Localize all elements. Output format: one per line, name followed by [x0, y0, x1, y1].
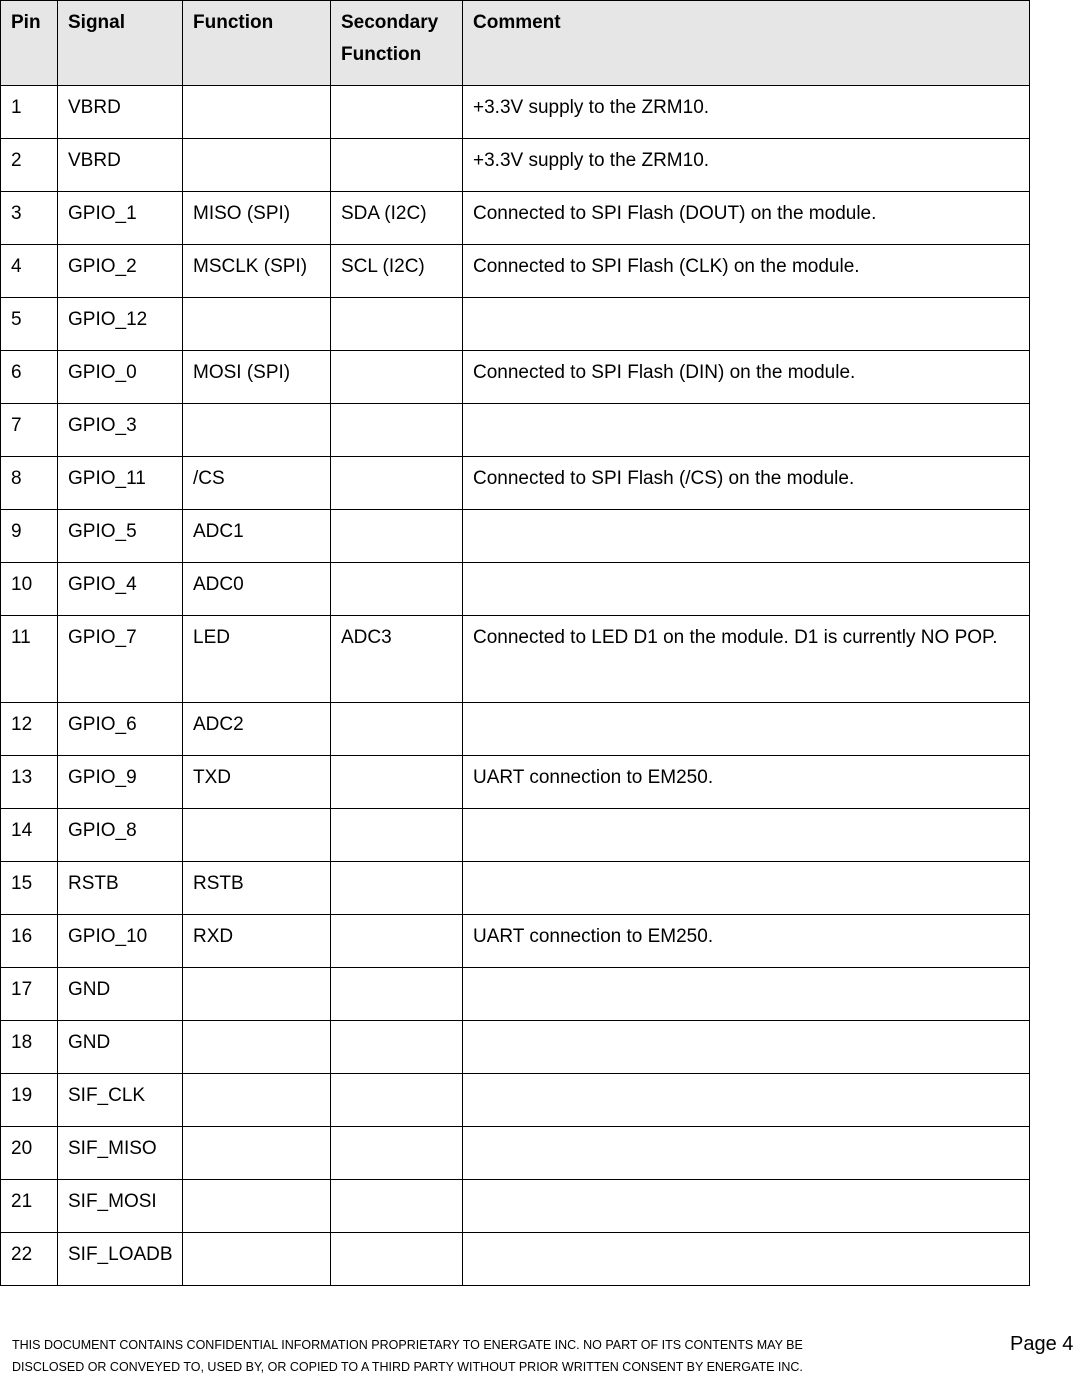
cell-secondary-function — [331, 915, 463, 968]
cell-comment: Connected to SPI Flash (CLK) on the module. — [463, 245, 1030, 298]
table-row — [1, 351, 1030, 404]
cell-function: ADC2 — [183, 703, 331, 756]
table-row — [1, 298, 1030, 351]
cell-signal: GPIO_4 — [58, 563, 183, 616]
header-signal: Signal — [58, 1, 183, 86]
cell-comment: UART connection to EM250. — [463, 915, 1030, 968]
cell-pin: 5 — [1, 298, 58, 351]
cell-comment: +3.3V supply to the ZRM10. — [463, 86, 1030, 139]
cell-secondary-function — [331, 968, 463, 1021]
table-row — [1, 245, 1030, 298]
cell-signal: SIF_CLK — [58, 1074, 183, 1127]
cell-function: ADC1 — [183, 510, 331, 563]
cell-secondary-function: ADC3 — [331, 616, 463, 703]
cell-secondary-function: SCL (I2C) — [331, 245, 463, 298]
cell-function — [183, 86, 331, 139]
confidentiality-footer — [12, 1334, 972, 1378]
cell-secondary-function — [331, 563, 463, 616]
header-pin: Pin — [1, 1, 58, 86]
cell-comment: Connected to SPI Flash (/CS) on the module. — [463, 457, 1030, 510]
cell-signal: VBRD — [58, 86, 183, 139]
table-row — [1, 1074, 1030, 1127]
cell-function: LED — [183, 616, 331, 703]
cell-function: MSCLK (SPI) — [183, 245, 331, 298]
cell-function: MISO (SPI) — [183, 192, 331, 245]
header-comment: Comment — [463, 1, 1030, 86]
table-row — [1, 139, 1030, 192]
cell-function — [183, 298, 331, 351]
table-row — [1, 457, 1030, 510]
table-row — [1, 968, 1030, 1021]
footer-line-2: DISCLOSED OR CONVEYED TO, USED BY, OR COPIED TO A THIRD PARTY WITHOUT PRIOR WRITTEN CONSENT BY ENERGATE INC. — [12, 1360, 803, 1374]
cell-pin: 14 — [1, 809, 58, 862]
cell-comment: UART connection to EM250. — [463, 756, 1030, 809]
cell-signal: GND — [58, 968, 183, 1021]
cell-comment — [463, 968, 1030, 1021]
header-secondary-function: Secondary Function — [331, 1, 463, 86]
cell-function — [183, 1180, 331, 1233]
cell-comment — [463, 1074, 1030, 1127]
cell-comment — [463, 404, 1030, 457]
table-row — [1, 1180, 1030, 1233]
cell-secondary-function — [331, 1127, 463, 1180]
cell-pin: 19 — [1, 1074, 58, 1127]
table-row — [1, 756, 1030, 809]
table-row — [1, 1021, 1030, 1074]
table-row — [1, 862, 1030, 915]
cell-secondary-function — [331, 1233, 463, 1286]
cell-secondary-function — [331, 351, 463, 404]
cell-secondary-function — [331, 457, 463, 510]
table-row — [1, 1233, 1030, 1286]
cell-signal: GPIO_0 — [58, 351, 183, 404]
cell-signal: GPIO_9 — [58, 756, 183, 809]
header-function: Function — [183, 1, 331, 86]
cell-pin: 22 — [1, 1233, 58, 1286]
cell-pin: 6 — [1, 351, 58, 404]
cell-comment — [463, 862, 1030, 915]
cell-function — [183, 1127, 331, 1180]
cell-pin: 11 — [1, 616, 58, 703]
cell-signal: SIF_MOSI — [58, 1180, 183, 1233]
cell-comment — [463, 563, 1030, 616]
cell-function: RXD — [183, 915, 331, 968]
cell-comment — [463, 1233, 1030, 1286]
cell-pin: 20 — [1, 1127, 58, 1180]
cell-signal: GPIO_11 — [58, 457, 183, 510]
cell-secondary-function — [331, 298, 463, 351]
cell-signal: GPIO_6 — [58, 703, 183, 756]
table-row — [1, 616, 1030, 703]
cell-signal: VBRD — [58, 139, 183, 192]
cell-function: RSTB — [183, 862, 331, 915]
cell-secondary-function — [331, 1180, 463, 1233]
cell-secondary-function — [331, 404, 463, 457]
cell-comment — [463, 298, 1030, 351]
table-row — [1, 809, 1030, 862]
cell-pin: 9 — [1, 510, 58, 563]
table-body — [1, 86, 1030, 1286]
cell-function — [183, 968, 331, 1021]
cell-function: MOSI (SPI) — [183, 351, 331, 404]
table-row — [1, 510, 1030, 563]
table-row — [1, 915, 1030, 968]
cell-signal: GPIO_12 — [58, 298, 183, 351]
cell-pin: 15 — [1, 862, 58, 915]
cell-pin: 21 — [1, 1180, 58, 1233]
cell-comment — [463, 703, 1030, 756]
cell-comment: Connected to SPI Flash (DOUT) on the module. — [463, 192, 1030, 245]
cell-signal: GPIO_7 — [58, 616, 183, 703]
table-row — [1, 1127, 1030, 1180]
table-row — [1, 563, 1030, 616]
cell-secondary-function — [331, 86, 463, 139]
cell-function — [183, 404, 331, 457]
cell-secondary-function — [331, 756, 463, 809]
cell-signal: GND — [58, 1021, 183, 1074]
cell-comment — [463, 1180, 1030, 1233]
cell-comment — [463, 809, 1030, 862]
cell-comment: Connected to SPI Flash (DIN) on the module. — [463, 351, 1030, 404]
cell-secondary-function — [331, 510, 463, 563]
cell-pin: 3 — [1, 192, 58, 245]
cell-pin: 4 — [1, 245, 58, 298]
cell-function — [183, 1021, 331, 1074]
page-number: Page 4 — [1010, 1333, 1074, 1355]
table-row — [1, 192, 1030, 245]
cell-signal: GPIO_3 — [58, 404, 183, 457]
cell-signal: SIF_MISO — [58, 1127, 183, 1180]
cell-pin: 12 — [1, 703, 58, 756]
cell-comment — [463, 1127, 1030, 1180]
cell-signal: SIF_LOADB — [58, 1233, 183, 1286]
table-row — [1, 86, 1030, 139]
cell-pin: 1 — [1, 86, 58, 139]
cell-signal: RSTB — [58, 862, 183, 915]
cell-pin: 8 — [1, 457, 58, 510]
cell-function — [183, 1233, 331, 1286]
cell-comment: +3.3V supply to the ZRM10. — [463, 139, 1030, 192]
cell-pin: 16 — [1, 915, 58, 968]
cell-signal: GPIO_10 — [58, 915, 183, 968]
cell-pin: 10 — [1, 563, 58, 616]
cell-signal: GPIO_2 — [58, 245, 183, 298]
cell-signal: GPIO_8 — [58, 809, 183, 862]
cell-pin: 17 — [1, 968, 58, 1021]
cell-comment — [463, 1021, 1030, 1074]
table-header-row — [1, 1, 1030, 86]
cell-pin: 2 — [1, 139, 58, 192]
cell-secondary-function — [331, 809, 463, 862]
cell-function — [183, 1074, 331, 1127]
cell-function: /CS — [183, 457, 331, 510]
cell-pin: 7 — [1, 404, 58, 457]
table-row — [1, 404, 1030, 457]
cell-function — [183, 139, 331, 192]
table-row — [1, 703, 1030, 756]
cell-signal: GPIO_1 — [58, 192, 183, 245]
cell-secondary-function — [331, 139, 463, 192]
cell-signal: GPIO_5 — [58, 510, 183, 563]
cell-function — [183, 809, 331, 862]
cell-secondary-function — [331, 703, 463, 756]
footer-line-1: THIS DOCUMENT CONTAINS CONFIDENTIAL INFORMATION PROPRIETARY TO ENERGATE INC. NO PART OF ITS CONTENTS MAY BE — [12, 1338, 803, 1352]
cell-secondary-function — [331, 1074, 463, 1127]
cell-pin: 13 — [1, 756, 58, 809]
cell-pin: 18 — [1, 1021, 58, 1074]
cell-secondary-function — [331, 862, 463, 915]
cell-comment: Connected to LED D1 on the module. D1 is currently NO POP. — [463, 616, 1030, 703]
cell-secondary-function — [331, 1021, 463, 1074]
cell-secondary-function: SDA (I2C) — [331, 192, 463, 245]
cell-function: TXD — [183, 756, 331, 809]
cell-function: ADC0 — [183, 563, 331, 616]
cell-comment — [463, 510, 1030, 563]
